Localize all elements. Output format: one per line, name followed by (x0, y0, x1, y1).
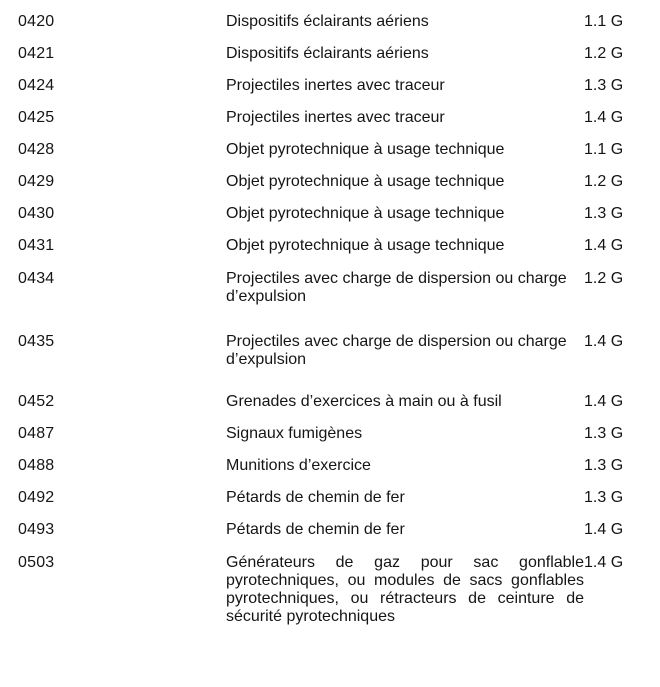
item-description: Signaux fumigènes (226, 425, 363, 442)
hazard-division: 1.2 G (584, 270, 624, 287)
un-number: 0428 (18, 141, 55, 158)
item-description: Projectiles avec charge de dispersion ou charge d’expulsion (226, 270, 567, 305)
un-number: 0430 (18, 205, 55, 222)
hazard-division: 1.1 G (584, 141, 624, 158)
hazard-division: 1.2 G (584, 173, 624, 190)
hazard-division: 1.4 G (584, 333, 624, 350)
hazard-division: 1.1 G (584, 13, 624, 30)
un-number: 0488 (18, 457, 55, 474)
hazard-division: 1.4 G (584, 393, 624, 410)
item-description: Dispositifs éclairants aériens (226, 13, 429, 30)
un-number: 0493 (18, 521, 55, 538)
hazard-division: 1.3 G (584, 205, 624, 222)
un-number: 0429 (18, 173, 55, 190)
un-number: 0487 (18, 425, 55, 442)
item-description: Projectiles inertes avec traceur (226, 109, 445, 126)
un-number: 0503 (18, 554, 55, 571)
un-number: 0431 (18, 237, 55, 254)
item-description: Projectiles inertes avec traceur (226, 77, 445, 94)
un-number: 0492 (18, 489, 55, 506)
un-number: 0452 (18, 393, 55, 410)
item-description: Pétards de chemin de fer (226, 521, 405, 538)
hazard-division: 1.4 G (584, 109, 624, 126)
un-number: 0424 (18, 77, 55, 94)
item-description: Projectiles avec charge de dispersion ou charge d’expulsion (226, 333, 567, 368)
item-description: Objet pyrotechnique à usage technique (226, 205, 505, 222)
hazard-division: 1.2 G (584, 45, 624, 62)
hazard-division: 1.4 G (584, 237, 624, 254)
item-description: Objet pyrotechnique à usage technique (226, 141, 505, 158)
un-number: 0421 (18, 45, 55, 62)
un-number: 0434 (18, 270, 55, 287)
item-description: Générateurs de gaz pour sac gonflable pyrotechniques, ou modules de sacs gonflables pyrotechniques, ou rétracteurs de ceinture de sécurité pyrotechniques (226, 554, 584, 625)
item-description: Objet pyrotechnique à usage technique (226, 237, 505, 254)
un-number: 0425 (18, 109, 55, 126)
item-description: Pétards de chemin de fer (226, 489, 405, 506)
hazard-division: 1.3 G (584, 489, 624, 506)
hazard-division: 1.3 G (584, 425, 624, 442)
hazard-division: 1.3 G (584, 77, 624, 94)
item-description: Grenades d’exercices à main ou à fusil (226, 393, 502, 410)
un-number: 0435 (18, 333, 55, 350)
hazard-division: 1.3 G (584, 457, 624, 474)
un-number: 0420 (18, 13, 55, 30)
item-description: Objet pyrotechnique à usage technique (226, 173, 505, 190)
hazard-division: 1.4 G (584, 521, 624, 538)
item-description: Munitions d’exercice (226, 457, 371, 474)
hazard-division: 1.4 G (584, 554, 624, 571)
item-description: Dispositifs éclairants aériens (226, 45, 429, 62)
